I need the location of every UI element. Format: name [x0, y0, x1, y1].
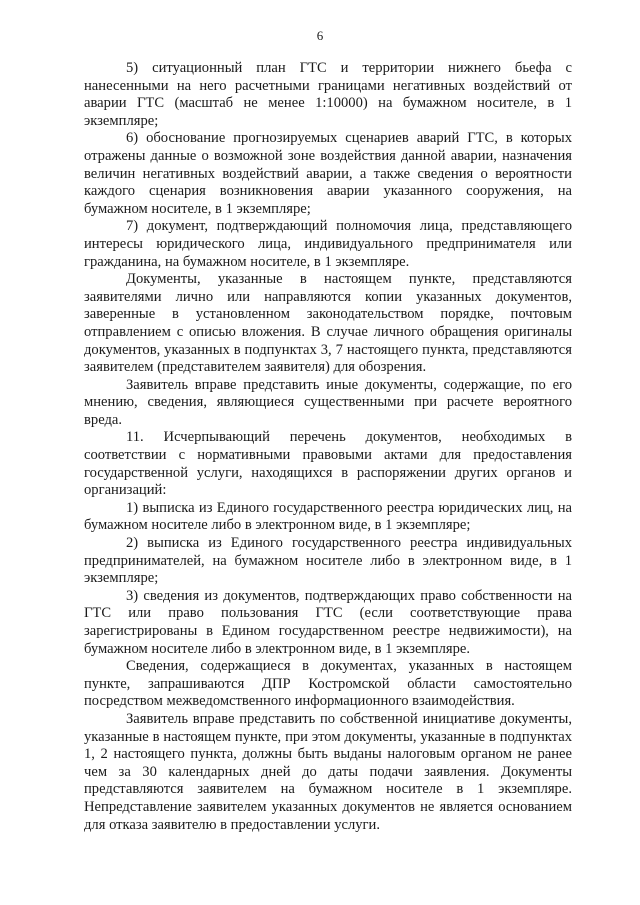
- paragraph-submission-rules: Документы, указанные в настоящем пункте, представляются заявителями лично или направляются копии указанных документов, заверенные в установленном законодательством порядке, почтовым отправлением с описью вложения. В случае личного обращения оригиналы документов, указанных в подпунктах 3, 7 настоящего пункта, представляются заявителем (представителем заявителя) для обозрения.: [84, 271, 572, 376]
- paragraph-item-2-entrepreneurs-extract: 2) выписка из Единого государственного реестра индивидуальных предпринимателей, на бумажном носителе либо в электронном виде, в 1 экземпляре;: [84, 535, 572, 587]
- document-body: [84, 60, 572, 834]
- page-number: 6: [316, 28, 324, 43]
- paragraph-item-3-ownership-info: 3) сведения из документов, подтверждающих право собственности на ГТС или право пользования ГТС (если соответствующие права зарегистрированы в Едином государственном реестре недвижимости), на бумажном носителе либо в электронном виде, в 1 экземпляре.: [84, 587, 572, 657]
- paragraph-item-1-legal-entities-extract: 1) выписка из Единого государственного реестра юридических лиц, на бумажном носителе либо в электронном виде, в 1 экземпляре;: [84, 499, 572, 534]
- paragraph-item-6-accident-scenarios: 6) обоснование прогнозируемых сценариев аварий ГТС, в которых отражены данные о возможной зоне воздействия данной аварии, назначения величин негативных воздействий аварии, а также сведения о вероятности каждого сценария возникновения аварии указанного сооружения, на бумажном носителе, в 1 экземпляре;: [84, 130, 572, 217]
- paragraph-other-documents: Заявитель вправе представить иные документы, содержащие, по его мнению, сведения, являющиеся существенными при расчете вероятного вреда.: [84, 376, 572, 428]
- paragraph-own-initiative: Заявитель вправе представить по собственной инициативе документы, указанные в настоящем пункте, при этом документы, указанные в подпунктах 1, 2 настоящего пункта, должны быть выданы налоговым органом не ранее чем за 30 календарных дней до даты подачи заявления. Документы представляются заявителем на бумажном носителе в 1 экземпляре. Непредставление заявителем указанных документов не является основанием для отказа заявителю в предоставлении услуги.: [84, 710, 572, 833]
- paragraph-interagency-request: Сведения, содержащиеся в документах, указанных в настоящем пункте, запрашиваются ДПР Костромской области самостоятельно посредством межведомственного информационного взаимодействия.: [84, 658, 572, 710]
- paragraph-item-5-situational-plan: 5) ситуационный план ГТС и территории нижнего бьефа с нанесенными на него расчетными границами негативных воздействий от аварии ГТС (масштаб не менее 1:10000) на бумажном носителе, в 1 экземпляре;: [84, 60, 572, 129]
- paragraph-item-7-authority-document: 7) документ, подтверждающий полномочия лица, представляющего интересы юридического лица, индивидуального предпринимателя или гражданина, на бумажном носителе, в 1 экземпляре.: [84, 218, 572, 270]
- paragraph-section-11: 11. Исчерпывающий перечень документов, необходимых в соответствии с нормативными правовыми актами для предоставления государственной услуги, находящихся в распоряжении других органов и организаций:: [84, 429, 572, 499]
